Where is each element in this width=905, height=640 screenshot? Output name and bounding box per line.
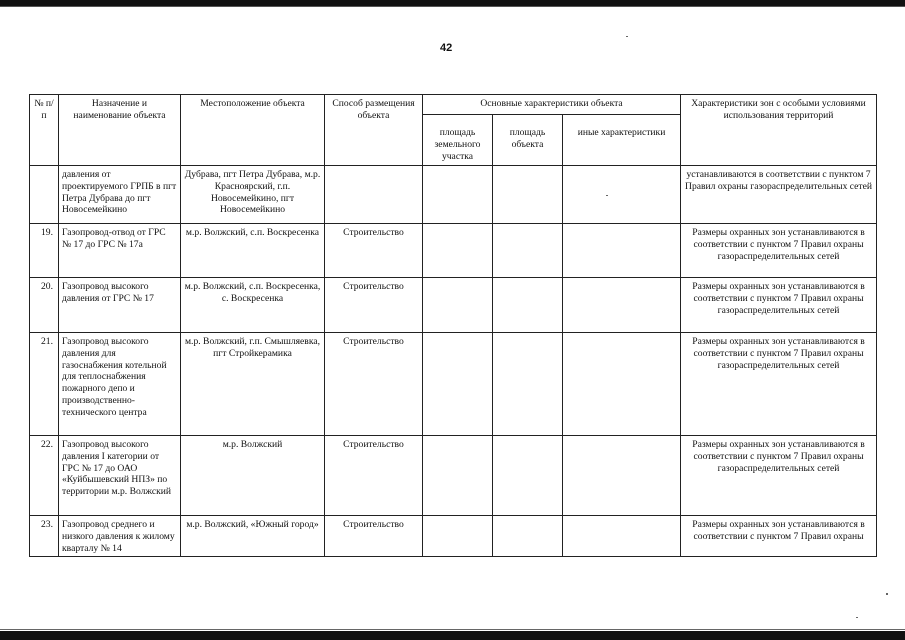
table-row	[30, 515, 877, 557]
header-method: Способ размещения объекта	[325, 95, 423, 166]
object-name: давления от проектируемого ГРПБ в пгт Петра Дубрава до пгт Новосемейкино	[59, 165, 181, 223]
row-number: 20.	[30, 277, 59, 332]
placement-method: Строительство	[325, 223, 423, 277]
table-row	[30, 435, 877, 515]
header-location: Местоположение объекта	[181, 95, 325, 166]
scan-speck	[626, 36, 628, 37]
row-number: 21.	[30, 332, 59, 435]
row-number: 19.	[30, 223, 59, 277]
scan-speck	[856, 617, 858, 618]
row-number: 23.	[30, 515, 59, 557]
scan-bottom-edge	[0, 631, 905, 640]
scan-bottom-edge-line	[0, 629, 905, 630]
object-location: м.р. Волжский, «Южный город»	[181, 515, 325, 557]
land-area	[423, 332, 493, 435]
placement-method: Строительство	[325, 277, 423, 332]
placement-method: Строительство	[325, 332, 423, 435]
object-location: м.р. Волжский, с.п. Воскресенка	[181, 223, 325, 277]
page-number: 42	[440, 42, 453, 54]
zone-characteristics: Размеры охранных зон устанавливаются в соответствии с пунктом 7 Правил охраны газораспределительных сетей	[681, 435, 877, 515]
object-location: Дубрава, пгт Петра Дубрава, м.р. Красноярский, г.п. Новосемейкино, пгт Новосемейкино	[181, 165, 325, 223]
zone-characteristics: Размеры охранных зон устанавливаются в соответствии с пунктом 7 Правил охраны газораспределительных сетей	[681, 223, 877, 277]
land-area	[423, 223, 493, 277]
object-area	[493, 515, 563, 557]
table-row	[30, 165, 877, 223]
object-location: м.р. Волжский, г.п. Смышляевка, пгт Стройкерамика	[181, 332, 325, 435]
table-row	[30, 332, 877, 435]
object-name: Газопровод высокого давления I категории от ГРС № 17 до ОАО «Куйбышевский НПЗ» по территории м.р. Волжский	[59, 435, 181, 515]
object-area	[493, 165, 563, 223]
scan-top-edge-line	[0, 6, 905, 7]
land-area	[423, 515, 493, 557]
zone-characteristics: Размеры охранных зон устанавливаются в соответствии с пунктом 7 Правил охраны	[681, 515, 877, 557]
row-number	[30, 165, 59, 223]
object-area	[493, 277, 563, 332]
header-object-area: площадь объекта	[493, 115, 563, 166]
header-purpose: Назначение и наименование объекта	[59, 95, 181, 166]
object-location: м.р. Волжский, с.п. Воскресенка, с. Воскресенка	[181, 277, 325, 332]
zone-characteristics: Размеры охранных зон устанавливаются в соответствии с пунктом 7 Правил охраны газораспределительных сетей	[681, 277, 877, 332]
land-area	[423, 277, 493, 332]
other-characteristics	[563, 515, 681, 557]
header-land-area: площадь земельного участка	[423, 115, 493, 166]
placement-method: Строительство	[325, 515, 423, 557]
object-name: Газопровод среднего и низкого давления к жилому кварталу № 14	[59, 515, 181, 557]
placement-method	[325, 165, 423, 223]
zone-characteristics: устанавливаются в соответствии с пунктом 7 Правил охраны газораспределительных сетей	[681, 165, 877, 223]
land-area	[423, 435, 493, 515]
objects-table	[29, 94, 877, 557]
header-no: № п/п	[30, 95, 59, 166]
object-location: м.р. Волжский	[181, 435, 325, 515]
other-characteristics	[563, 223, 681, 277]
header-main-characteristics: Основные характеристики объекта	[423, 95, 681, 115]
other-characteristics	[563, 277, 681, 332]
other-characteristics	[563, 165, 681, 223]
land-area	[423, 165, 493, 223]
object-area	[493, 332, 563, 435]
header-other: иные характеристики	[563, 115, 681, 166]
object-name: Газопровод высокого давления для газоснабжения котельной для теплоснабжения пожарного депо и производственно-технического центра	[59, 332, 181, 435]
zone-characteristics: Размеры охранных зон устанавливаются в соответствии с пунктом 7 Правил охраны газораспределительных сетей	[681, 332, 877, 435]
scan-speck	[886, 593, 888, 595]
object-area	[493, 223, 563, 277]
object-name: Газопровод высокого давления от ГРС № 17	[59, 277, 181, 332]
other-characteristics	[563, 435, 681, 515]
header-zones: Характеристики зон с особыми условиями использования территорий	[681, 95, 877, 166]
object-area	[493, 435, 563, 515]
other-characteristics	[563, 332, 681, 435]
table-row	[30, 223, 877, 277]
row-number: 22.	[30, 435, 59, 515]
object-name: Газопровод-отвод от ГРС № 17 до ГРС № 17а	[59, 223, 181, 277]
table-header-row	[30, 95, 877, 115]
placement-method: Строительство	[325, 435, 423, 515]
table-row	[30, 277, 877, 332]
